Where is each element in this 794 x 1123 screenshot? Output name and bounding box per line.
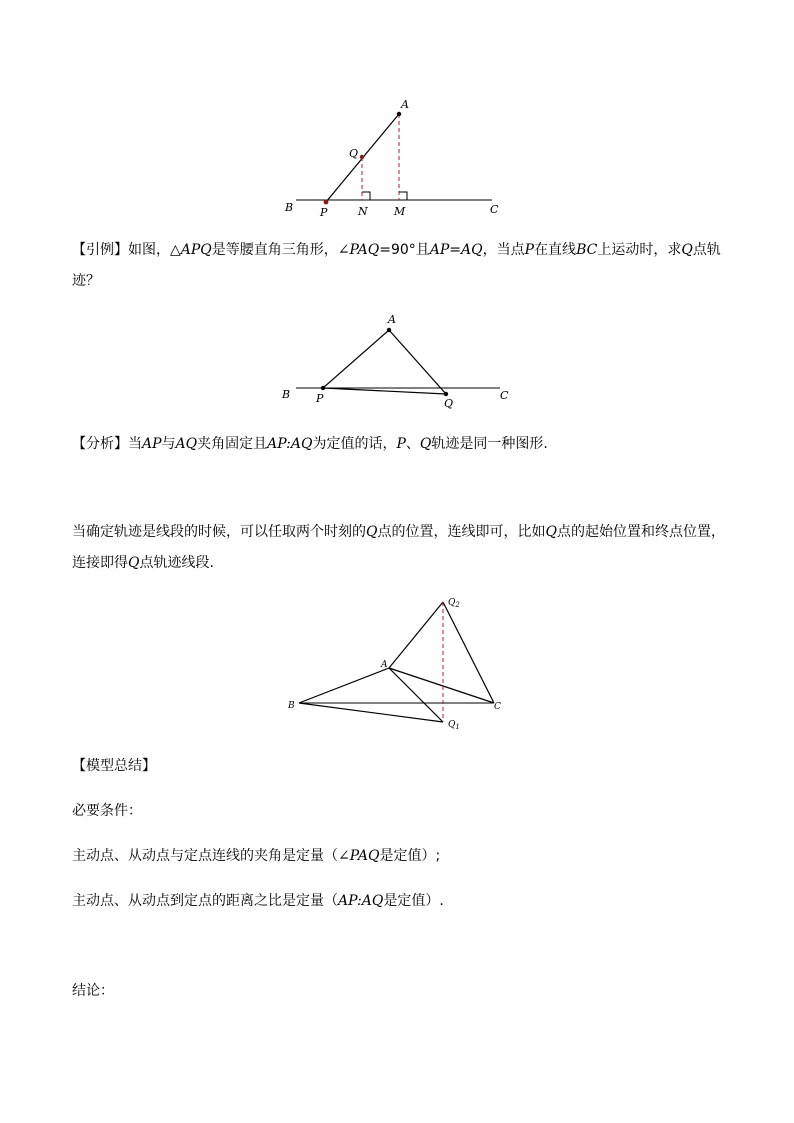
segment-q-3: Q xyxy=(128,555,140,571)
label-a: A xyxy=(401,98,409,111)
analysis-head: 【分析】 xyxy=(72,436,128,452)
figure-2-svg xyxy=(278,310,518,410)
figure-1-svg xyxy=(280,95,510,220)
label-q: Q xyxy=(444,397,454,410)
analysis-ratio: AP:AQ xyxy=(267,436,313,452)
condition-1 xyxy=(72,841,732,872)
point-q xyxy=(360,155,364,159)
example-head: 【引例】 xyxy=(72,242,128,258)
summary-head xyxy=(72,751,732,782)
conclusion xyxy=(72,976,732,1007)
label-c: C xyxy=(494,702,501,712)
condition-2-ratio: AP:AQ xyxy=(338,893,384,909)
condition-2-b: 是定值）. xyxy=(383,893,444,909)
segment-text-4: 点轨迹线段. xyxy=(139,555,214,571)
analysis-text-3: 夹角固定且 xyxy=(197,436,268,452)
label-a: A xyxy=(388,313,396,326)
analysis-paragraph xyxy=(72,429,732,460)
analysis-text-4: 为定值的话， xyxy=(312,436,397,452)
segment-text-1: 当确定轨迹是线段的时候，可以任取两个时刻的 xyxy=(72,524,366,540)
example-triangle: △APQ xyxy=(170,242,212,258)
segment-ba xyxy=(299,668,389,703)
label-q1: $Q_1$ xyxy=(448,720,460,731)
analysis-text-6: 轨迹是同一种图形. xyxy=(431,436,548,452)
label-b: B xyxy=(285,201,294,214)
example-text-5: 在直线 xyxy=(534,242,577,258)
segment-ap xyxy=(323,330,389,388)
figure-3 xyxy=(282,592,522,737)
segment-ac xyxy=(389,668,494,703)
condition-1-angle: ∠PAQ xyxy=(338,848,380,864)
label-p: P xyxy=(316,392,324,405)
example-line-bc: BC xyxy=(576,242,598,258)
figure-2 xyxy=(278,310,518,410)
conclusion-text: 结论： xyxy=(72,983,114,999)
analysis-q: Q xyxy=(419,436,432,452)
summary-head-text: 【模型总结】 xyxy=(72,758,156,774)
label-b: B xyxy=(288,701,295,711)
figure-3-svg xyxy=(282,592,522,737)
analysis-ap: AP xyxy=(142,436,162,452)
segment-aq2 xyxy=(389,602,443,668)
label-n: N xyxy=(358,205,368,218)
analysis-p: P xyxy=(396,436,406,452)
necessary-conditions xyxy=(72,796,732,827)
segment-q-1: Q xyxy=(366,524,378,540)
analysis-text-2: 与 xyxy=(161,436,176,452)
example-text-4: ，当点 xyxy=(482,242,525,258)
segment-q-2: Q xyxy=(545,524,557,540)
analysis-aq: AQ xyxy=(175,436,198,452)
necessary-text: 必要条件： xyxy=(72,803,142,819)
example-point-q: Q xyxy=(681,242,693,258)
condition-2-a: 主动点、从动点到定点的距离之比是定量（ xyxy=(72,893,338,909)
segment-text-2: 点的位置，连线即可，比如 xyxy=(377,524,546,540)
right-angle-n xyxy=(362,192,370,200)
segment-q2c xyxy=(443,602,494,703)
condition-1-b: 是定值）; xyxy=(379,848,441,864)
point-q xyxy=(444,392,448,396)
segment-aq xyxy=(389,330,446,394)
label-q2: $Q_2$ xyxy=(448,598,460,609)
example-text-3: =90°且 xyxy=(379,242,430,258)
figure-1 xyxy=(280,95,510,220)
segment-aq1 xyxy=(389,668,443,722)
condition-1-a: 主动点、从动点与定点连线的夹角是定量（ xyxy=(72,848,338,864)
example-point-p: P xyxy=(524,242,535,258)
example-equation: AP=AQ xyxy=(429,242,483,258)
label-c: C xyxy=(500,389,509,402)
example-text-2: 是等腰直角三角形， xyxy=(211,242,338,258)
point-p xyxy=(321,386,325,390)
point-p xyxy=(324,200,329,205)
example-text-7: 点轨迹？ xyxy=(72,242,721,289)
example-angle: ∠PAQ xyxy=(337,242,380,258)
right-angle-m xyxy=(399,192,407,200)
segment-text-3: 点的起始位置和终点位置，连接即得 xyxy=(72,524,725,571)
condition-2 xyxy=(72,886,732,917)
analysis-text-1: 当 xyxy=(128,436,142,452)
example-text-6: 上运动时，求 xyxy=(597,242,682,258)
label-m: M xyxy=(394,205,406,218)
segment-pq xyxy=(323,388,446,394)
example-paragraph xyxy=(72,235,732,297)
point-a xyxy=(387,328,391,332)
label-c: C xyxy=(490,203,499,216)
label-b: B xyxy=(282,388,291,401)
segment-bq1 xyxy=(299,703,443,722)
label-q: Q xyxy=(349,147,359,160)
label-p: P xyxy=(320,206,328,219)
segment-note-paragraph xyxy=(72,517,732,579)
analysis-text-5: 、 xyxy=(405,436,420,452)
point-a xyxy=(397,112,401,116)
label-a: A xyxy=(381,660,388,670)
example-text-1: 如图， xyxy=(128,242,170,258)
